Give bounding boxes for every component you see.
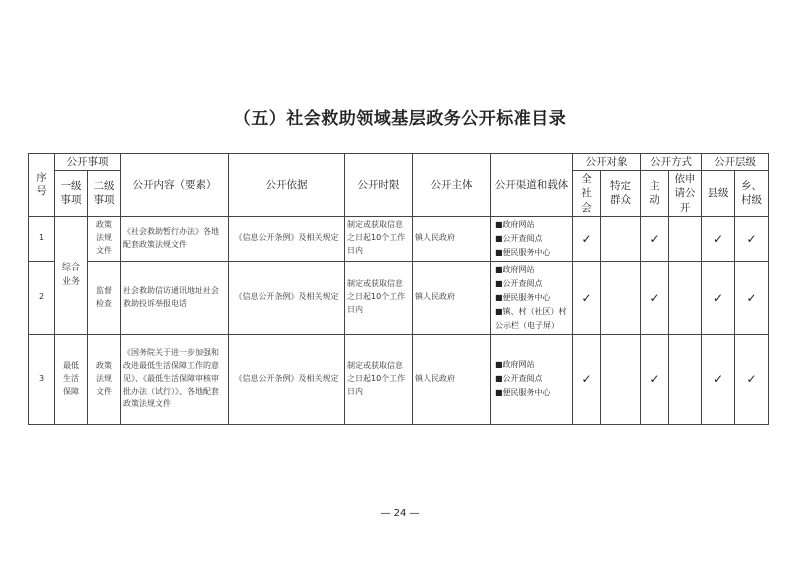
row-time-limit: 制定或获取信息之日起10个工作日内: [345, 216, 413, 261]
header-method: 公开方式: [641, 154, 702, 171]
header-level1: 一级事项: [55, 171, 88, 217]
header-level2: 二级事项: [88, 171, 121, 217]
row-content: 《社会救助暂行办法》各地配套政策法规文件: [121, 216, 229, 261]
channel-item: ■公开查阅点: [495, 374, 543, 384]
check-mark: ✓: [573, 261, 601, 334]
channel-item: ■镇、村（社区）村: [495, 306, 567, 316]
check-mark: ✓: [735, 261, 769, 334]
header-basis: 公开依据: [229, 154, 345, 217]
check-mark: ✓: [641, 261, 669, 334]
channel-item: ■公开查阅点: [495, 278, 543, 288]
row-basis: 《信息公开条例》及相关规定: [229, 334, 345, 424]
page-number: — 24 —: [380, 508, 420, 519]
disclosure-standard-table: [28, 153, 769, 425]
empty-cell: [669, 216, 702, 261]
header-seq: 序号: [29, 154, 55, 217]
empty-cell: [669, 261, 702, 334]
check-mark: ✓: [735, 334, 769, 424]
row-basis: 《信息公开条例》及相关规定: [229, 261, 345, 334]
channel-item: ■便民服务中心: [495, 388, 551, 398]
check-mark: ✓: [573, 334, 601, 424]
row-channels: [491, 334, 573, 424]
level1-group-cell: 最低生活保障: [55, 334, 88, 424]
channel-item: 公示栏（电子屏）: [495, 320, 559, 330]
row-time-limit: 制定或获取信息之日起10个工作日内: [345, 261, 413, 334]
empty-cell: [669, 334, 702, 424]
document-title: （五）社会救助领域基层政务公开标准目录: [233, 109, 567, 129]
check-mark: ✓: [735, 216, 769, 261]
row-basis: 《信息公开条例》及相关规定: [229, 216, 345, 261]
channel-item: ■政府网站: [495, 264, 535, 274]
row-subject: 镇人民政府: [413, 261, 491, 334]
header-level-county: 县级: [702, 171, 735, 217]
level1-group-cell: 综合业务: [55, 216, 88, 334]
header-public-items: 公开事项: [55, 154, 121, 171]
check-mark: ✓: [573, 216, 601, 261]
row-content: 《国务院关于进一步加强和改进最低生活保障工作的意见》、《最低生活保障审核审批办法（试行）》、各地配套政策法规文件: [121, 334, 229, 424]
empty-cell: [601, 261, 641, 334]
channel-item: ■便民服务中心: [495, 292, 551, 302]
channel-item: ■便民服务中心: [495, 247, 551, 257]
empty-cell: [601, 216, 641, 261]
empty-cell: [601, 334, 641, 424]
header-subject: 公开主体: [413, 154, 491, 217]
table-row: [29, 261, 769, 334]
row-level2: 监督检查: [88, 261, 121, 334]
check-mark: ✓: [702, 261, 735, 334]
row-time-limit: 制定或获取信息之日起10个工作日内: [345, 334, 413, 424]
channel-item: ■公开查阅点: [495, 233, 543, 243]
header-audience-all: 全社会: [573, 171, 601, 217]
row-channels: [491, 216, 573, 261]
header-channel: 公开渠道和载体: [491, 154, 573, 217]
header-method-active: 主动: [641, 171, 669, 217]
row-channels: [491, 261, 573, 334]
row-subject: 镇人民政府: [413, 216, 491, 261]
channel-item: ■政府网站: [495, 219, 535, 229]
check-mark: ✓: [702, 334, 735, 424]
table-row: [29, 216, 769, 261]
check-mark: ✓: [702, 216, 735, 261]
row-seq: 2: [29, 261, 55, 334]
row-seq: 1: [29, 216, 55, 261]
header-audience: 公开对象: [573, 154, 641, 171]
table-row: [29, 334, 769, 424]
header-method-request: 依申请公开: [669, 171, 702, 217]
header-content: 公开内容（要素）: [121, 154, 229, 217]
row-level2: 政策法规文件: [88, 334, 121, 424]
check-mark: ✓: [641, 334, 669, 424]
row-subject: 镇人民政府: [413, 334, 491, 424]
row-content: 社会救助信访通讯地址社会救助投诉举报电话: [121, 261, 229, 334]
channel-item: ■政府网站: [495, 360, 535, 370]
header-audience-specific: 特定群众: [601, 171, 641, 217]
row-seq: 3: [29, 334, 55, 424]
header-level: 公开层级: [702, 154, 769, 171]
row-level2: 政策法规文件: [88, 216, 121, 261]
check-mark: ✓: [641, 216, 669, 261]
header-time-limit: 公开时限: [345, 154, 413, 217]
header-level-town: 乡、村级: [735, 171, 769, 217]
